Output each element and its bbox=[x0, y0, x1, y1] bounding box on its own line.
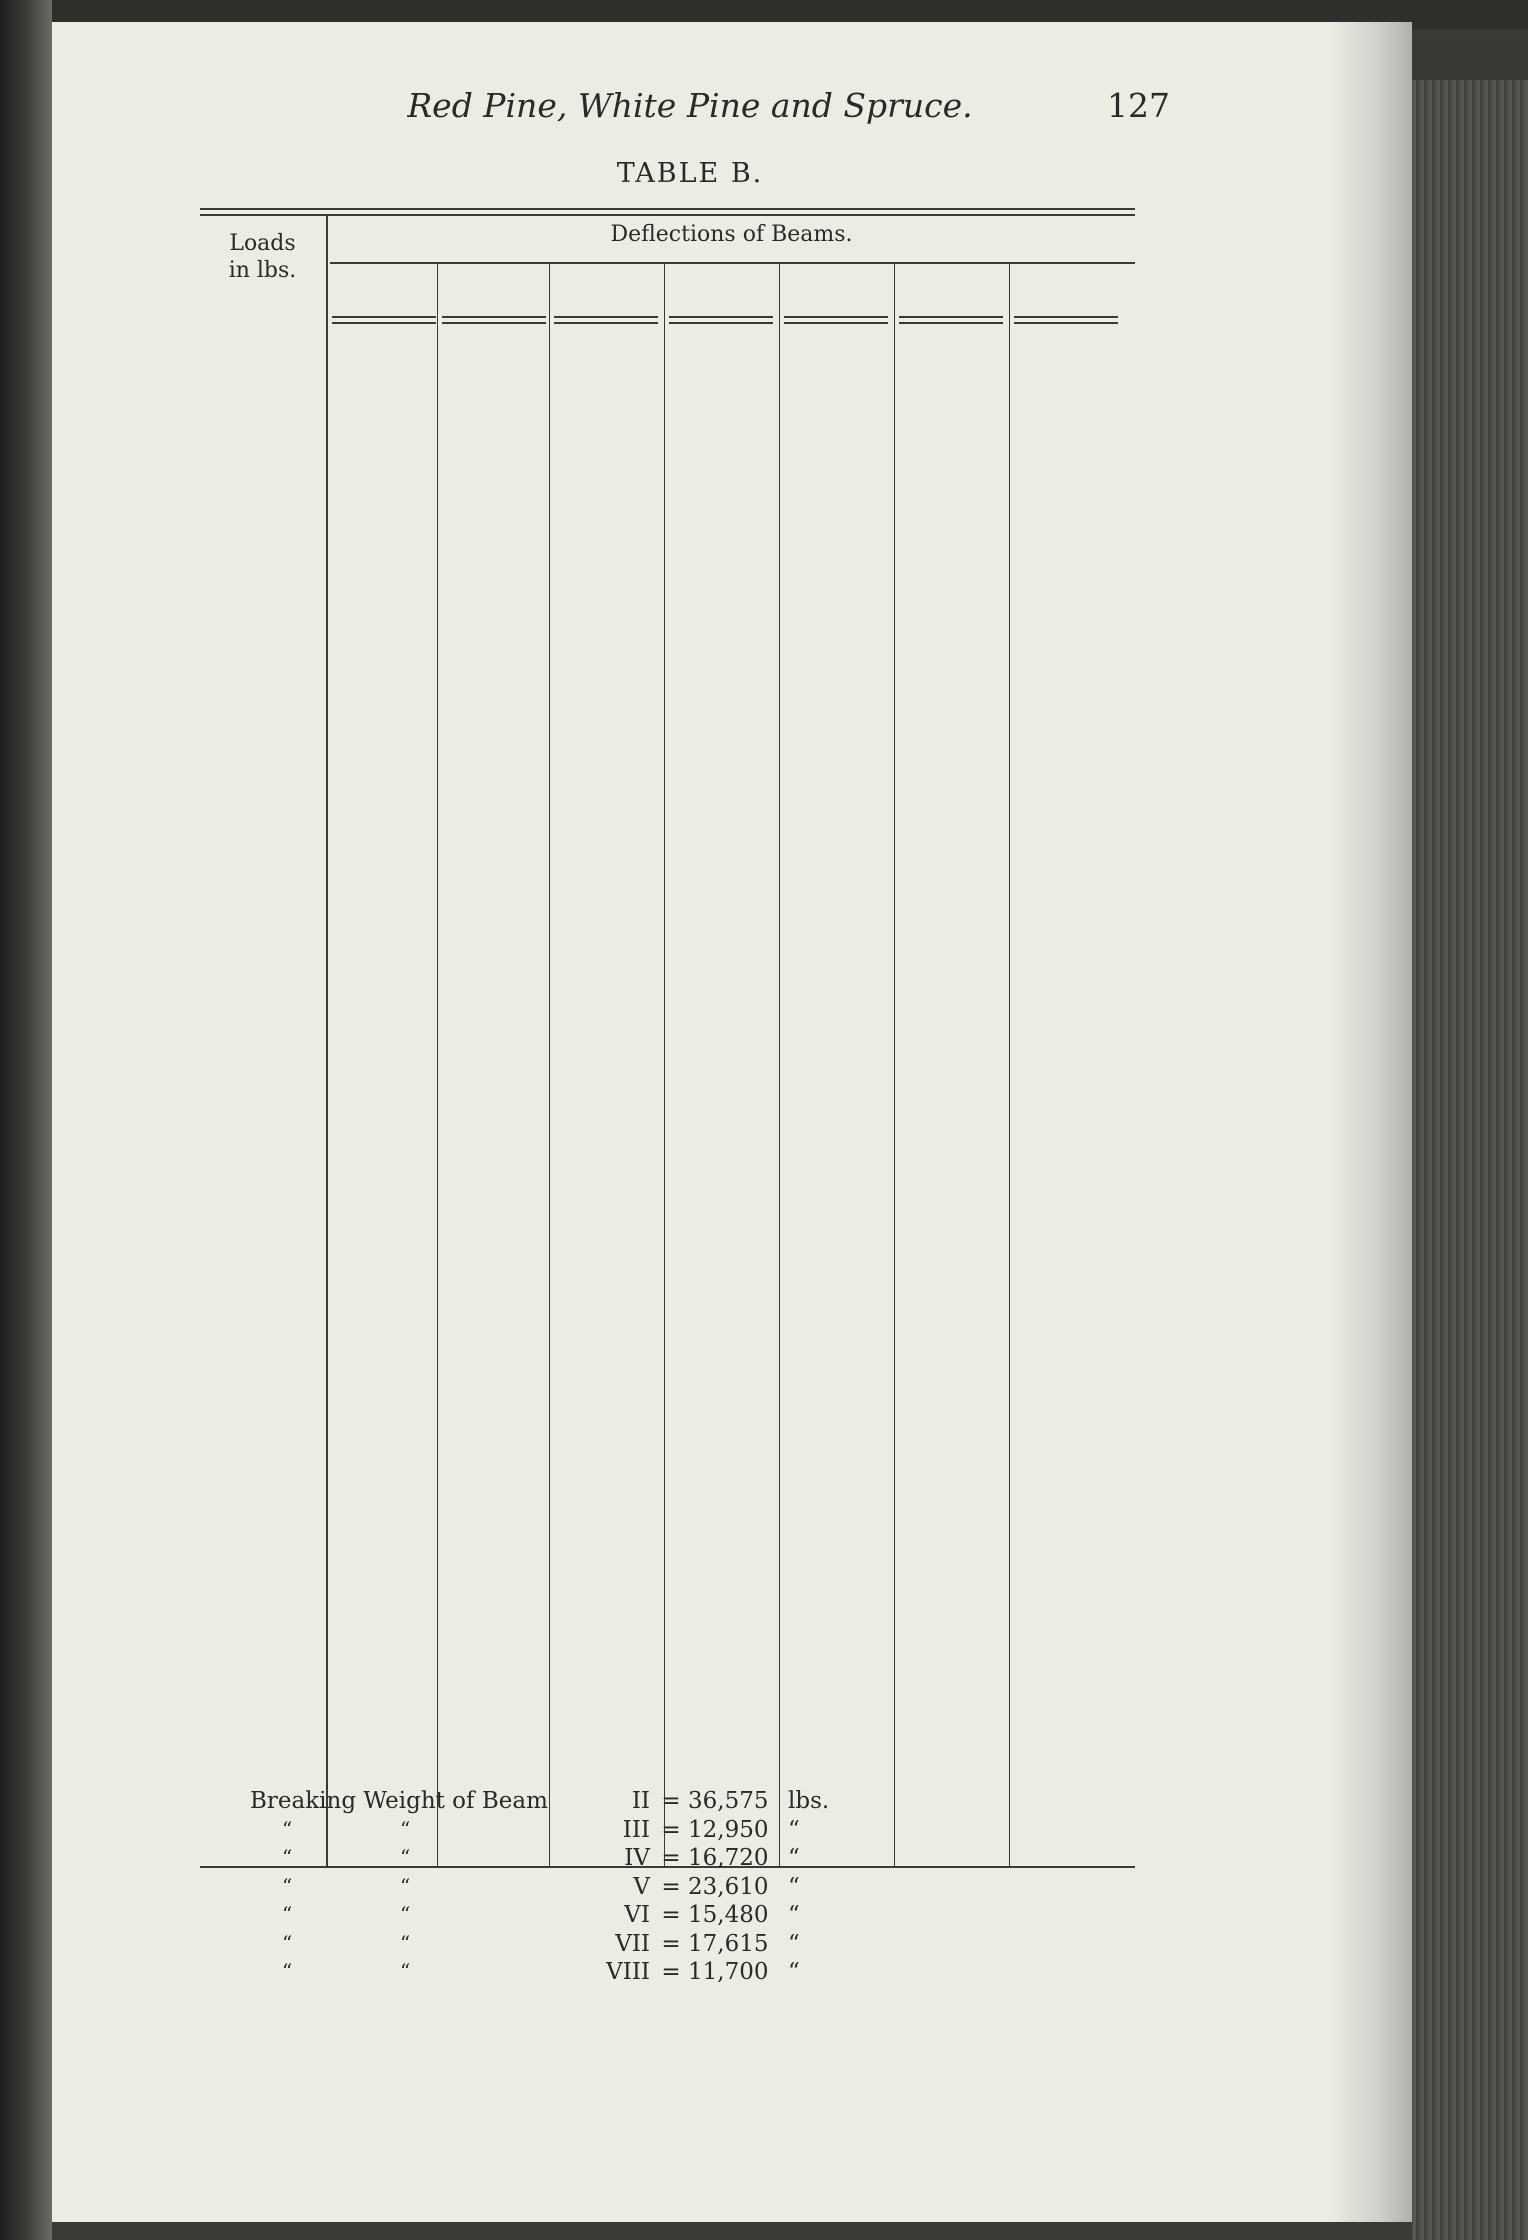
ditto-mark: “ bbox=[282, 1930, 293, 1955]
beam-header-rule-lower-VII bbox=[899, 322, 1003, 324]
loads-column-divider bbox=[326, 216, 328, 1866]
breaking-weight-row bbox=[230, 1902, 930, 1930]
ditto-mark: “ bbox=[400, 1873, 411, 1898]
facing-page-edge bbox=[0, 0, 52, 2240]
ditto-mark: “ bbox=[400, 1816, 411, 1841]
beam-header-rule-lower-III bbox=[442, 322, 546, 324]
beam-header-rule-lower-VI bbox=[784, 322, 888, 324]
breaking-beam-number: V bbox=[633, 1873, 650, 1900]
breaking-weight-unit: “ bbox=[788, 1902, 800, 1928]
breaking-weight-unit: “ bbox=[788, 1873, 800, 1900]
column-divider-III bbox=[437, 264, 438, 1866]
loads-column-header bbox=[200, 230, 325, 284]
equals-sign: = bbox=[661, 1959, 681, 1985]
equals-sign: = bbox=[661, 1816, 681, 1843]
equals-sign: = bbox=[661, 1902, 681, 1928]
beam-header-rule-V bbox=[669, 316, 773, 318]
breaking-weight-value: 36,575 bbox=[688, 1788, 769, 1814]
column-divider-IV bbox=[549, 264, 550, 1866]
page-number: 127 bbox=[1107, 86, 1170, 125]
page-stack-top bbox=[1412, 40, 1528, 80]
column-divider-V bbox=[664, 264, 665, 1866]
breaking-beam-number: VI bbox=[624, 1902, 650, 1928]
breaking-weight-value: 12,950 bbox=[688, 1816, 769, 1843]
breaking-beam-number: VIII bbox=[606, 1959, 650, 1985]
breaking-weight-unit: “ bbox=[788, 1930, 800, 1957]
loads-header-line-1: Loads bbox=[229, 231, 296, 256]
breaking-weight-unit: “ bbox=[788, 1816, 800, 1843]
breaking-weight-value: 16,720 bbox=[688, 1845, 769, 1871]
ditto-mark: “ bbox=[400, 1902, 411, 1926]
breaking-beam-number: III bbox=[622, 1816, 650, 1843]
top-rule-2 bbox=[200, 214, 1135, 216]
equals-sign: = bbox=[661, 1788, 681, 1814]
deflection-table bbox=[200, 192, 1135, 1792]
equals-sign: = bbox=[661, 1930, 681, 1957]
deflections-group-header: Deflections of Beams. bbox=[610, 222, 853, 247]
breaking-weight-label: Breaking Weight of Beam bbox=[250, 1788, 548, 1814]
equals-sign: = bbox=[661, 1873, 681, 1900]
breaking-weights bbox=[230, 1788, 930, 2008]
ditto-mark: “ bbox=[282, 1902, 293, 1926]
breaking-weight-row bbox=[230, 1874, 930, 1902]
breaking-weight-value: 23,610 bbox=[688, 1873, 769, 1900]
beam-header-rule-VII bbox=[899, 316, 1003, 318]
beam-header-rule-VIII bbox=[1014, 316, 1118, 318]
breaking-weight-unit: “ bbox=[788, 1845, 800, 1871]
breaking-weight-value: 15,480 bbox=[688, 1902, 769, 1928]
ditto-mark: “ bbox=[400, 1845, 411, 1869]
beam-header-rule-II bbox=[332, 316, 436, 318]
beam-header-rule-III bbox=[442, 316, 546, 318]
beam-header-rule-lower-II bbox=[332, 322, 436, 324]
breaking-beam-number: VII bbox=[615, 1930, 650, 1957]
breaking-weight-row bbox=[230, 1788, 930, 1816]
column-divider-VI bbox=[779, 264, 780, 1866]
breaking-weight-row bbox=[230, 1931, 930, 1959]
beam-header-rule-IV bbox=[554, 316, 658, 318]
equals-sign: = bbox=[661, 1845, 681, 1871]
breaking-weight-row bbox=[230, 1959, 930, 1987]
ditto-mark: “ bbox=[400, 1959, 411, 1983]
breaking-weight-unit: “ bbox=[788, 1959, 800, 1985]
breaking-weight-row bbox=[230, 1817, 930, 1845]
ditto-mark: “ bbox=[282, 1816, 293, 1841]
running-title: Red Pine, White Pine and Spruce. bbox=[407, 86, 973, 125]
breaking-weight-row bbox=[230, 1845, 930, 1873]
ditto-mark: “ bbox=[282, 1873, 293, 1898]
breaking-beam-number: II bbox=[631, 1788, 650, 1814]
ditto-mark: “ bbox=[400, 1930, 411, 1955]
breaking-weight-unit: lbs. bbox=[788, 1788, 830, 1814]
beam-header-rule-lower-VIII bbox=[1014, 322, 1118, 324]
group-rule bbox=[330, 262, 1135, 264]
breaking-weight-value: 17,615 bbox=[688, 1930, 769, 1957]
beam-header-rule-lower-IV bbox=[554, 322, 658, 324]
ditto-mark: “ bbox=[282, 1845, 293, 1869]
page-stack-edge bbox=[1412, 40, 1528, 2240]
top-rule bbox=[200, 208, 1135, 210]
ditto-mark: “ bbox=[282, 1959, 293, 1983]
breaking-beam-number: IV bbox=[624, 1845, 650, 1871]
breaking-weight-value: 11,700 bbox=[688, 1959, 769, 1985]
table-caption: TABLE B. bbox=[616, 158, 764, 189]
column-divider-VIII bbox=[1009, 264, 1010, 1866]
page-gutter-shadow bbox=[1330, 22, 1412, 2222]
loads-header-line-2: in lbs. bbox=[228, 258, 297, 283]
beam-header-rule-lower-V bbox=[669, 322, 773, 324]
beam-header-rule-VI bbox=[784, 316, 888, 318]
column-divider-VII bbox=[894, 264, 895, 1866]
